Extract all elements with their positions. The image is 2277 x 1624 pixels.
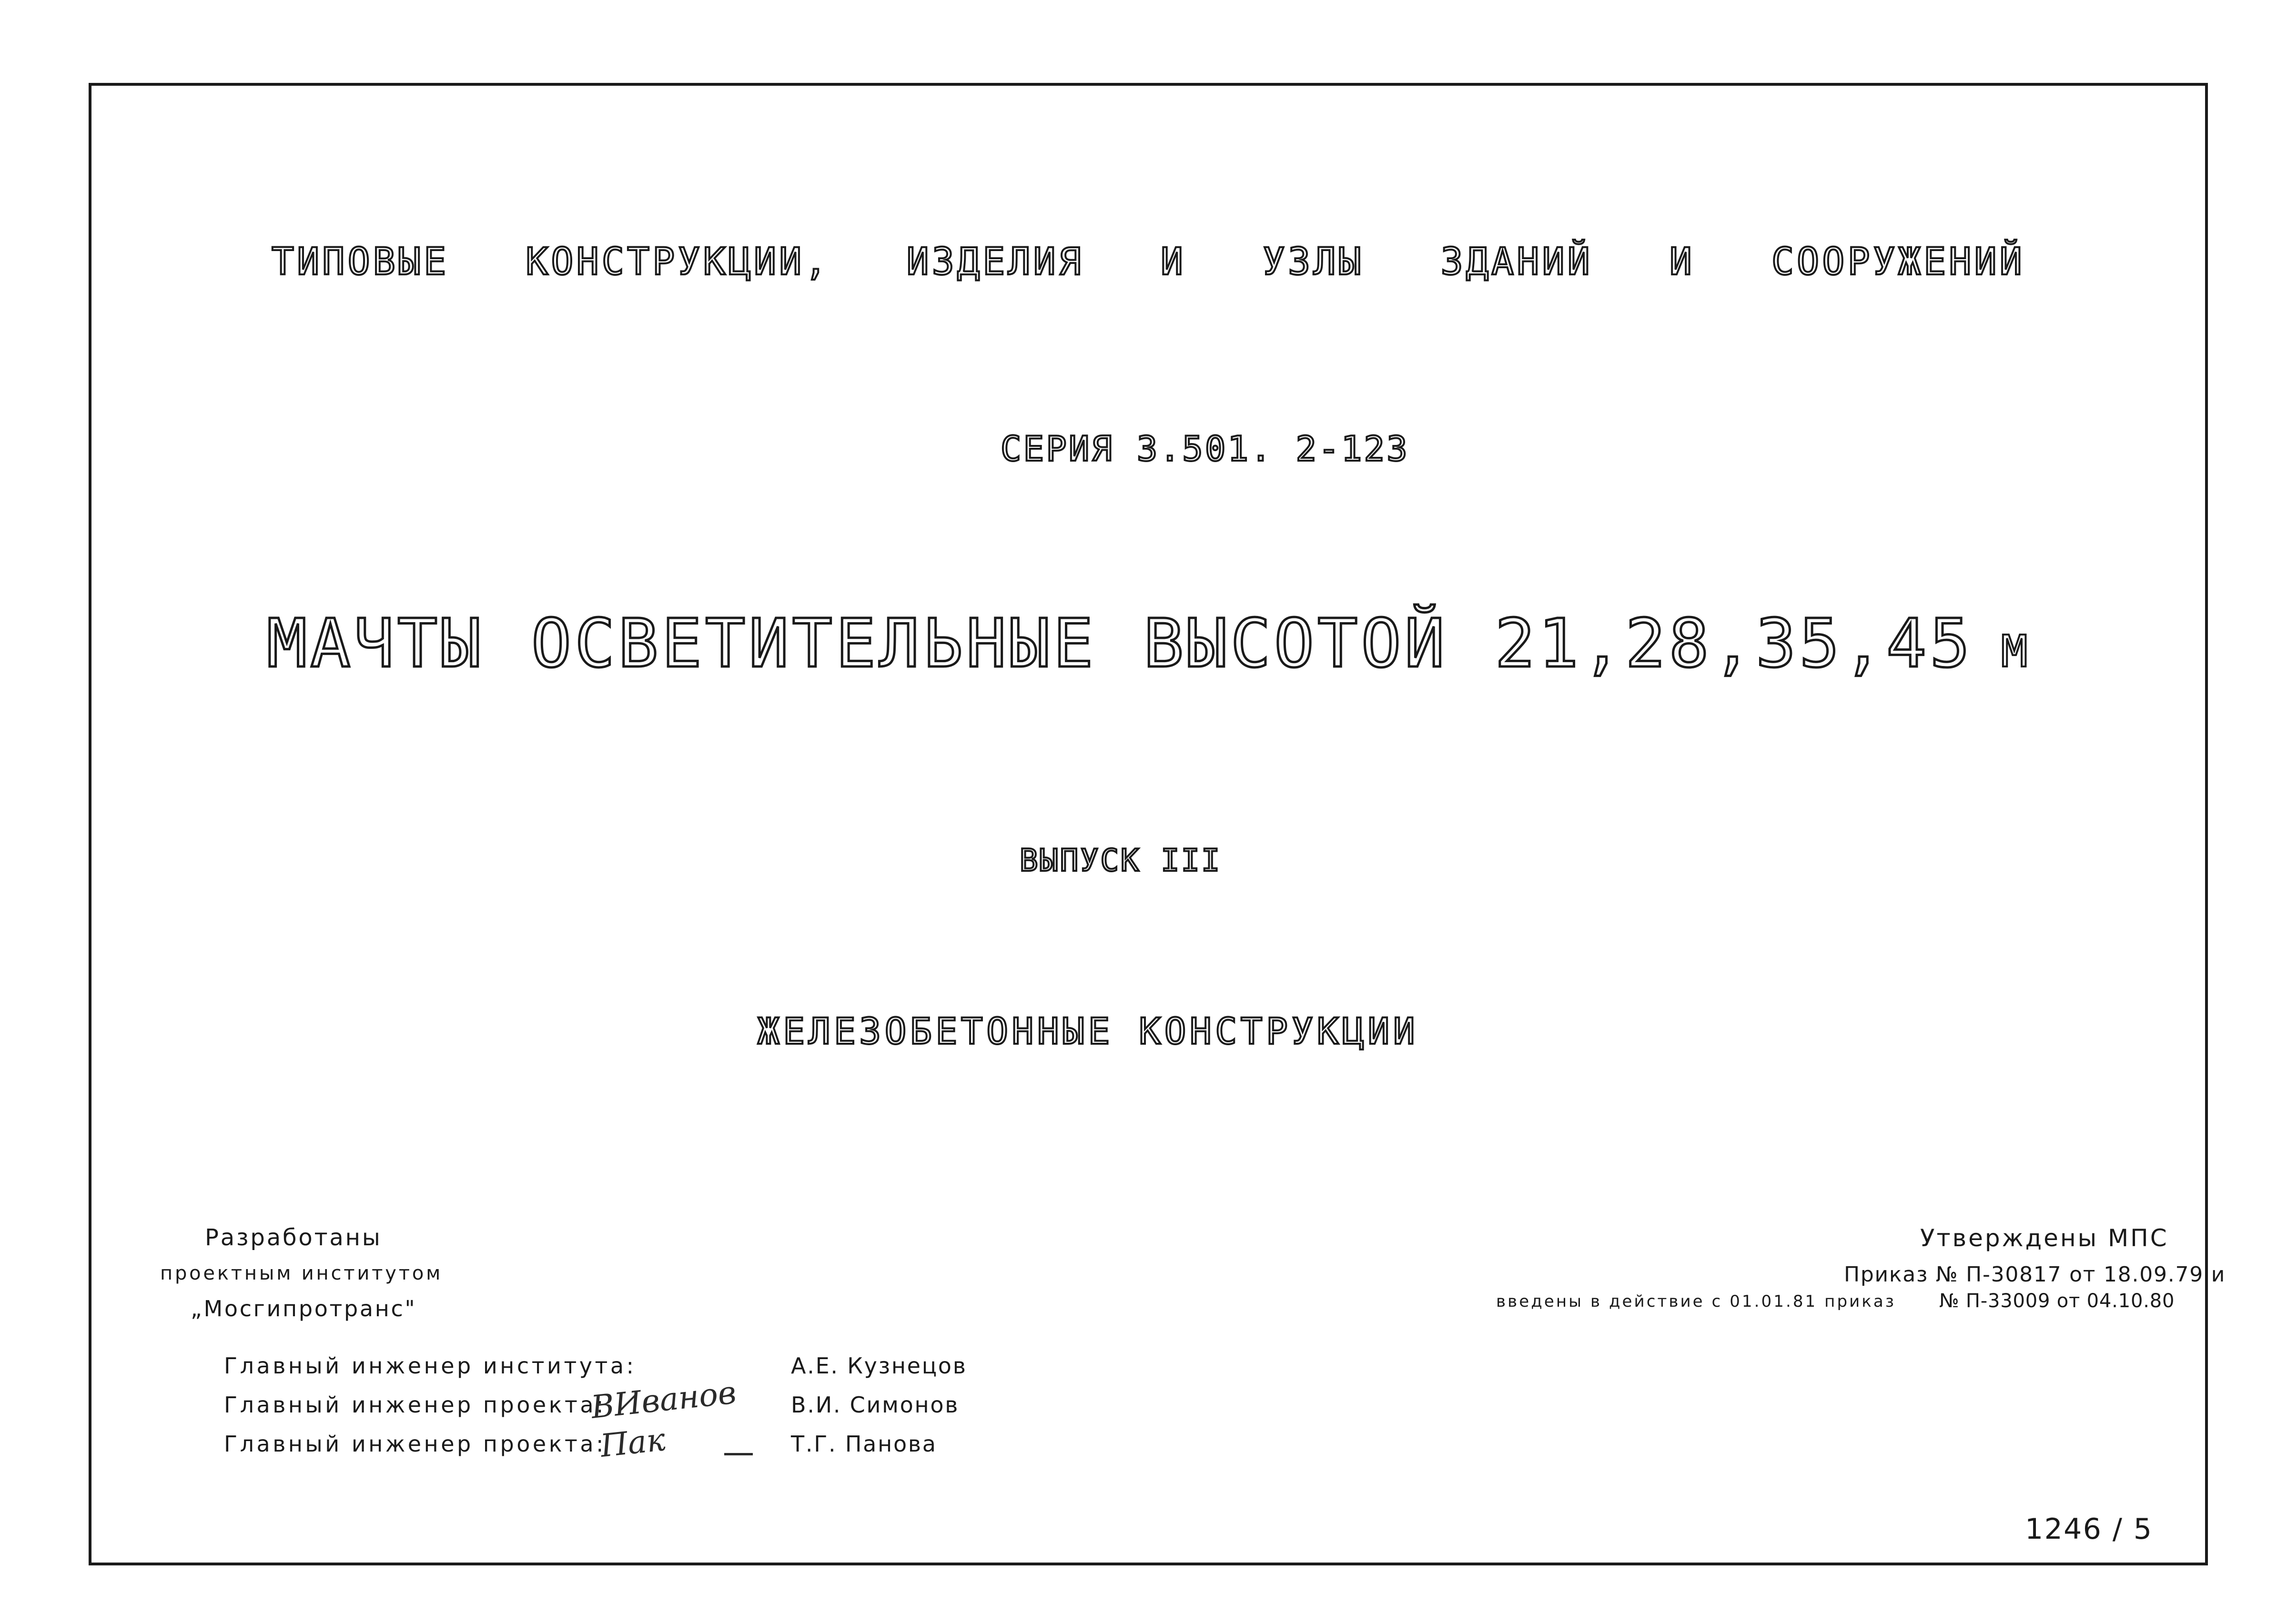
handwritten-signature-2: ВИванов	[589, 1374, 738, 1426]
approval-line-3-left: введены в действие с 01.01.81 приказ	[1496, 1292, 1896, 1311]
header-word: КОНСТРУКЦИИ,	[526, 241, 830, 283]
signature-underline	[724, 1453, 753, 1455]
header-series-line	[272, 233, 2025, 291]
title-unit: М	[2001, 626, 2030, 677]
main-title	[267, 605, 2030, 710]
title-word: МАЧТЫ	[267, 605, 485, 683]
handwritten-signature-3: Пак	[598, 1421, 667, 1464]
signature-role-3: Главный инженер проекта:	[224, 1431, 607, 1457]
signature-role-2: Главный инженер проекта:	[224, 1392, 607, 1418]
developer-line-1: Разработаны	[205, 1224, 382, 1251]
issue-label: ВЫПУСК III	[1020, 843, 1222, 878]
signature-role-1: Главный инженер института:	[224, 1353, 637, 1379]
header-word: УЗЛЫ	[1263, 241, 1364, 283]
header-word: ИЗДЕЛИЯ	[906, 241, 1084, 283]
signature-name-3: Т.Г. Панова	[791, 1431, 937, 1457]
header-word: ЗДАНИЙ	[1440, 241, 1593, 283]
series-number: СЕРИЯ 3.501. 2-123	[1001, 429, 1410, 469]
header-word: И	[1669, 241, 1695, 283]
developer-line-3: „Мосгипротранс"	[191, 1296, 417, 1321]
drawing-frame	[89, 83, 2208, 1565]
title-word: ОСВЕТИТЕЛЬНЫЕ	[531, 605, 1097, 683]
approval-line-3-right: № П-33009 от 04.10.80	[1939, 1290, 2175, 1312]
signature-name-2: В.И. Симонов	[791, 1392, 960, 1418]
approval-line-1: Утверждены МПС	[1920, 1224, 2169, 1252]
signature-name-1: А.Е. Кузнецов	[791, 1353, 967, 1379]
header-word: СООРУЖЕНИЙ	[1771, 241, 2025, 283]
developer-line-2: проектным институтом	[160, 1262, 443, 1284]
title-heights: 21,28,35,45	[1495, 605, 1973, 683]
approval-line-2: Приказ № П-30817 от 18.09.79 и	[1844, 1262, 2226, 1287]
title-word: ВЫСОТОЙ	[1143, 605, 1448, 683]
header-word: И	[1160, 241, 1186, 283]
sheet-number: 1246 / 5	[2025, 1513, 2153, 1546]
header-word: ТИПОВЫЕ	[272, 241, 449, 283]
subtitle: ЖЕЛЕЗОБЕТОННЫЕ КОНСТРУКЦИИ	[758, 1010, 1419, 1052]
